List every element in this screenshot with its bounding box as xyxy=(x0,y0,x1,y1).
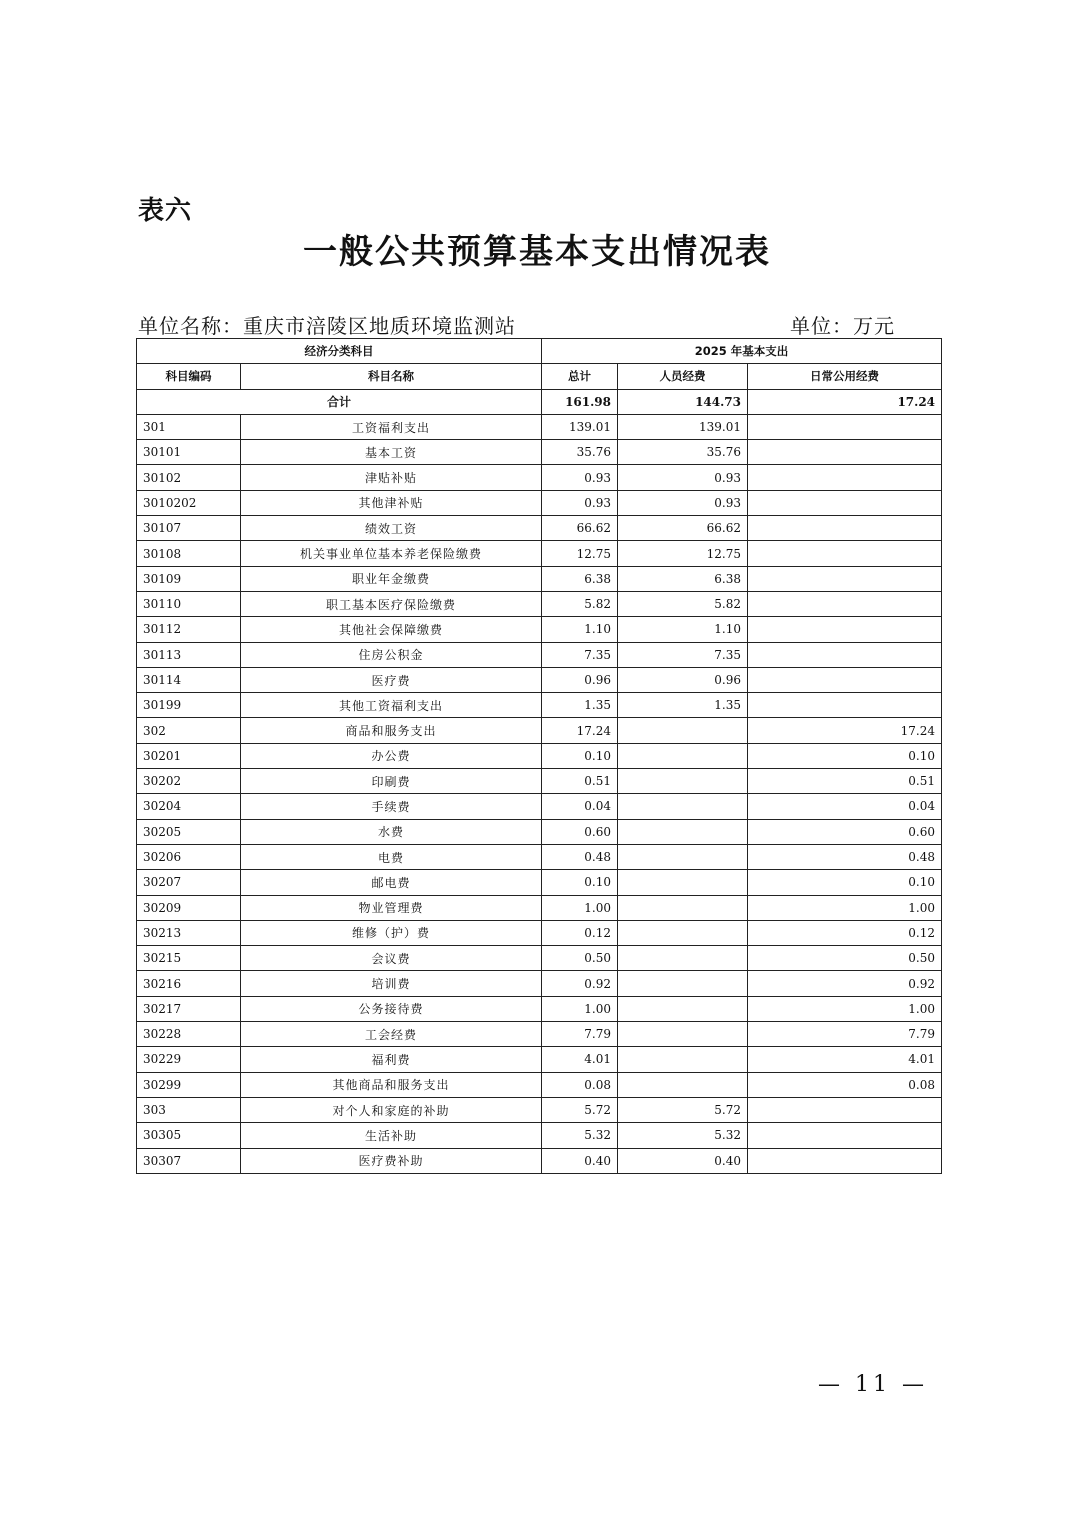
table-row xyxy=(137,996,942,1021)
amount-total: 12.75 xyxy=(542,541,618,566)
account-name: 津贴补贴 xyxy=(241,465,542,490)
table-row xyxy=(137,844,942,869)
table-row xyxy=(137,440,942,465)
amount-public: 17.24 xyxy=(748,718,942,743)
total-label: 合计 xyxy=(137,389,542,414)
amount-public xyxy=(748,490,942,515)
account-name: 手续费 xyxy=(241,794,542,819)
table-row xyxy=(137,920,942,945)
account-name: 其他社会保障缴费 xyxy=(241,617,542,642)
amount-total: 0.10 xyxy=(542,870,618,895)
account-name: 生活补助 xyxy=(241,1123,542,1148)
amount-total: 1.10 xyxy=(542,617,618,642)
column-header-code: 科目编码 xyxy=(137,364,241,389)
amount-personnel: 0.93 xyxy=(618,490,748,515)
amount-public: 0.50 xyxy=(748,946,942,971)
amount-total: 5.82 xyxy=(542,591,618,616)
amount-personnel: 0.96 xyxy=(618,667,748,692)
amount-personnel: 6.38 xyxy=(618,566,748,591)
unit-name: 单位名称：重庆市涪陵区地质环境监测站 xyxy=(138,314,516,338)
amount-public xyxy=(748,693,942,718)
account-name: 对个人和家庭的补助 xyxy=(241,1097,542,1122)
amount-personnel xyxy=(618,971,748,996)
amount-public: 1.00 xyxy=(748,895,942,920)
amount-personnel: 0.93 xyxy=(618,465,748,490)
amount-personnel xyxy=(618,920,748,945)
amount-total: 0.10 xyxy=(542,743,618,768)
amount-public: 0.10 xyxy=(748,743,942,768)
table-row xyxy=(137,1047,942,1072)
account-name: 绩效工资 xyxy=(241,516,542,541)
amount-personnel xyxy=(618,794,748,819)
group-header-economic: 经济分类科目 xyxy=(137,339,542,364)
table-row xyxy=(137,1123,942,1148)
amount-personnel xyxy=(618,1022,748,1047)
amount-personnel: 66.62 xyxy=(618,516,748,541)
amount-personnel xyxy=(618,946,748,971)
account-code: 30228 xyxy=(137,1022,241,1047)
amount-total: 0.40 xyxy=(542,1148,618,1173)
table-row xyxy=(137,617,942,642)
amount-personnel xyxy=(618,718,748,743)
account-name: 水费 xyxy=(241,819,542,844)
amount-total: 0.92 xyxy=(542,971,618,996)
account-code: 30213 xyxy=(137,920,241,945)
account-name: 印刷费 xyxy=(241,769,542,794)
account-code: 30107 xyxy=(137,516,241,541)
account-name: 邮电费 xyxy=(241,870,542,895)
amount-total: 1.00 xyxy=(542,895,618,920)
table-row xyxy=(137,769,942,794)
table-row xyxy=(137,870,942,895)
amount-total: 0.93 xyxy=(542,465,618,490)
amount-public xyxy=(748,591,942,616)
amount-total: 0.93 xyxy=(542,490,618,515)
amount-personnel: 12.75 xyxy=(618,541,748,566)
group-header-budget: 2025 年基本支出 xyxy=(542,339,942,364)
amount-personnel: 5.72 xyxy=(618,1097,748,1122)
account-code: 302 xyxy=(137,718,241,743)
total-amount: 161.98 xyxy=(542,389,618,414)
group-header-row xyxy=(137,339,942,364)
table-row xyxy=(137,971,942,996)
amount-public xyxy=(748,465,942,490)
account-code: 303 xyxy=(137,1097,241,1122)
account-code: 30108 xyxy=(137,541,241,566)
account-name: 医疗费补助 xyxy=(241,1148,542,1173)
amount-public: 1.00 xyxy=(748,996,942,1021)
amount-public: 0.60 xyxy=(748,819,942,844)
amount-personnel xyxy=(618,844,748,869)
account-name: 维修（护）费 xyxy=(241,920,542,945)
table-row xyxy=(137,541,942,566)
amount-total: 1.00 xyxy=(542,996,618,1021)
amount-total: 7.79 xyxy=(542,1022,618,1047)
account-name: 工会经费 xyxy=(241,1022,542,1047)
amount-public xyxy=(748,667,942,692)
column-header-name: 科目名称 xyxy=(241,364,542,389)
column-header-personnel: 人员经费 xyxy=(618,364,748,389)
amount-personnel xyxy=(618,996,748,1021)
column-header-row xyxy=(137,364,942,389)
table-row xyxy=(137,516,942,541)
table-number: 表六 xyxy=(138,196,193,226)
amount-total: 0.12 xyxy=(542,920,618,945)
table-row xyxy=(137,794,942,819)
account-name: 商品和服务支出 xyxy=(241,718,542,743)
account-name: 职业年金缴费 xyxy=(241,566,542,591)
account-name: 职工基本医疗保险缴费 xyxy=(241,591,542,616)
amount-total: 6.38 xyxy=(542,566,618,591)
table-row xyxy=(137,1097,942,1122)
amount-total: 4.01 xyxy=(542,1047,618,1072)
account-name: 培训费 xyxy=(241,971,542,996)
table-row xyxy=(137,667,942,692)
amount-personnel xyxy=(618,743,748,768)
table-row xyxy=(137,465,942,490)
amount-public: 0.10 xyxy=(748,870,942,895)
amount-personnel: 7.35 xyxy=(618,642,748,667)
account-code: 30199 xyxy=(137,693,241,718)
amount-public xyxy=(748,566,942,591)
amount-personnel: 5.32 xyxy=(618,1123,748,1148)
amount-personnel: 0.40 xyxy=(618,1148,748,1173)
amount-personnel xyxy=(618,1072,748,1097)
account-name: 电费 xyxy=(241,844,542,869)
account-code: 30109 xyxy=(137,566,241,591)
account-name: 会议费 xyxy=(241,946,542,971)
amount-personnel xyxy=(618,895,748,920)
amount-total: 0.51 xyxy=(542,769,618,794)
amount-public xyxy=(748,1148,942,1173)
account-name: 医疗费 xyxy=(241,667,542,692)
table-row xyxy=(137,693,942,718)
table-row xyxy=(137,1072,942,1097)
amount-personnel: 1.35 xyxy=(618,693,748,718)
amount-total: 66.62 xyxy=(542,516,618,541)
amount-public: 7.79 xyxy=(748,1022,942,1047)
table-row xyxy=(137,946,942,971)
table-row xyxy=(137,1148,942,1173)
amount-total: 5.72 xyxy=(542,1097,618,1122)
amount-total: 0.04 xyxy=(542,794,618,819)
table-row xyxy=(137,642,942,667)
account-name: 其他津补贴 xyxy=(241,490,542,515)
account-code: 30102 xyxy=(137,465,241,490)
amount-public: 0.08 xyxy=(748,1072,942,1097)
amount-total: 35.76 xyxy=(542,440,618,465)
account-code: 30216 xyxy=(137,971,241,996)
amount-personnel: 139.01 xyxy=(618,414,748,439)
amount-public: 0.51 xyxy=(748,769,942,794)
amount-total: 5.32 xyxy=(542,1123,618,1148)
amount-total: 17.24 xyxy=(542,718,618,743)
account-code: 30204 xyxy=(137,794,241,819)
account-code: 30205 xyxy=(137,819,241,844)
account-code: 30201 xyxy=(137,743,241,768)
amount-personnel xyxy=(618,819,748,844)
account-code: 30229 xyxy=(137,1047,241,1072)
account-code: 301 xyxy=(137,414,241,439)
amount-total: 1.35 xyxy=(542,693,618,718)
account-name: 住房公积金 xyxy=(241,642,542,667)
amount-public xyxy=(748,642,942,667)
table-row xyxy=(137,566,942,591)
table-row xyxy=(137,819,942,844)
amount-public xyxy=(748,440,942,465)
amount-personnel xyxy=(618,870,748,895)
account-code: 30114 xyxy=(137,667,241,692)
amount-personnel xyxy=(618,1047,748,1072)
amount-public xyxy=(748,414,942,439)
amount-total: 0.48 xyxy=(542,844,618,869)
amount-total: 0.96 xyxy=(542,667,618,692)
table-row xyxy=(137,414,942,439)
account-name: 其他工资福利支出 xyxy=(241,693,542,718)
amount-public: 0.04 xyxy=(748,794,942,819)
account-code: 30299 xyxy=(137,1072,241,1097)
amount-public xyxy=(748,617,942,642)
account-code: 30101 xyxy=(137,440,241,465)
amount-public xyxy=(748,516,942,541)
amount-total: 0.50 xyxy=(542,946,618,971)
account-name: 物业管理费 xyxy=(241,895,542,920)
account-code: 3010202 xyxy=(137,490,241,515)
amount-personnel: 5.82 xyxy=(618,591,748,616)
total-public: 17.24 xyxy=(748,389,942,414)
page-number: — 11 — xyxy=(818,1372,928,1397)
amount-total: 0.08 xyxy=(542,1072,618,1097)
account-code: 30207 xyxy=(137,870,241,895)
account-name: 办公费 xyxy=(241,743,542,768)
amount-public xyxy=(748,541,942,566)
page-title: 一般公共预算基本支出情况表 xyxy=(303,232,771,272)
account-code: 30113 xyxy=(137,642,241,667)
budget-table xyxy=(136,338,942,1174)
account-code: 30110 xyxy=(137,591,241,616)
table-row xyxy=(137,490,942,515)
account-code: 30209 xyxy=(137,895,241,920)
amount-public: 4.01 xyxy=(748,1047,942,1072)
table-row xyxy=(137,895,942,920)
total-personnel: 144.73 xyxy=(618,389,748,414)
column-header-public: 日常公用经费 xyxy=(748,364,942,389)
amount-personnel: 35.76 xyxy=(618,440,748,465)
currency-unit: 单位：万元 xyxy=(790,314,895,338)
amount-public xyxy=(748,1097,942,1122)
amount-public: 0.92 xyxy=(748,971,942,996)
amount-public: 0.48 xyxy=(748,844,942,869)
table-row xyxy=(137,743,942,768)
total-row xyxy=(137,389,942,414)
amount-total: 7.35 xyxy=(542,642,618,667)
amount-total: 0.60 xyxy=(542,819,618,844)
account-code: 30307 xyxy=(137,1148,241,1173)
account-code: 30206 xyxy=(137,844,241,869)
account-code: 30217 xyxy=(137,996,241,1021)
column-header-total: 总计 xyxy=(542,364,618,389)
table-row xyxy=(137,1022,942,1047)
amount-public xyxy=(748,1123,942,1148)
table-row xyxy=(137,591,942,616)
account-name: 其他商品和服务支出 xyxy=(241,1072,542,1097)
account-name: 福利费 xyxy=(241,1047,542,1072)
table-row xyxy=(137,718,942,743)
amount-public: 0.12 xyxy=(748,920,942,945)
account-name: 工资福利支出 xyxy=(241,414,542,439)
amount-personnel xyxy=(618,769,748,794)
account-name: 机关事业单位基本养老保险缴费 xyxy=(241,541,542,566)
amount-personnel: 1.10 xyxy=(618,617,748,642)
account-code: 30305 xyxy=(137,1123,241,1148)
account-code: 30202 xyxy=(137,769,241,794)
account-name: 基本工资 xyxy=(241,440,542,465)
account-code: 30215 xyxy=(137,946,241,971)
account-code: 30112 xyxy=(137,617,241,642)
amount-total: 139.01 xyxy=(542,414,618,439)
account-name: 公务接待费 xyxy=(241,996,542,1021)
